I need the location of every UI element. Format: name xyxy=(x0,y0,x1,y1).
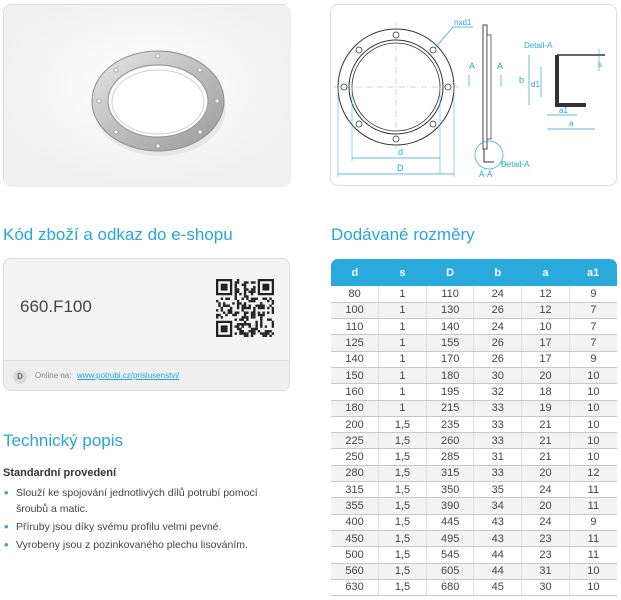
feature-list xyxy=(3,485,290,555)
table-cell: 33 xyxy=(474,433,522,449)
table-row xyxy=(331,433,617,449)
table-cell: 7 xyxy=(569,319,617,335)
table-cell: 33 xyxy=(474,400,522,416)
table-cell: 30 xyxy=(522,579,570,595)
table-cell: 545 xyxy=(426,547,474,563)
label-d1: d1 xyxy=(531,80,540,89)
table-cell: 155 xyxy=(426,335,474,351)
label-A-right: A xyxy=(497,61,504,71)
table-row xyxy=(331,367,617,383)
column-header-a: a xyxy=(522,259,570,286)
table-cell: 1 xyxy=(379,302,427,318)
table-row xyxy=(331,286,617,302)
table-cell: 1 xyxy=(379,351,427,367)
table-row xyxy=(331,302,617,318)
table-cell: 680 xyxy=(426,579,474,595)
table-cell: 9 xyxy=(569,286,617,302)
table-cell: 24 xyxy=(522,482,570,498)
table-cell: 33 xyxy=(474,465,522,481)
dimensions-table xyxy=(331,259,617,596)
table-cell: 44 xyxy=(474,563,522,579)
flange-photo xyxy=(4,5,291,187)
label-a1: a1 xyxy=(559,106,568,115)
table-cell: 17 xyxy=(522,335,570,351)
table-cell: 140 xyxy=(426,319,474,335)
table-cell: 180 xyxy=(426,367,474,383)
table-cell: 1 xyxy=(379,367,427,383)
table-cell: 19 xyxy=(522,400,570,416)
table-cell: 10 xyxy=(569,400,617,416)
table-cell: 34 xyxy=(474,498,522,514)
product-code-card xyxy=(3,258,290,391)
table-cell: 10 xyxy=(569,367,617,383)
standard-version-heading: Standardní provedení xyxy=(3,467,117,479)
table-cell: 26 xyxy=(474,335,522,351)
table-cell: 225 xyxy=(331,433,379,449)
table-cell: 9 xyxy=(569,514,617,530)
table-cell: 26 xyxy=(474,351,522,367)
table-cell: 23 xyxy=(522,547,570,563)
table-cell: 285 xyxy=(426,449,474,465)
table-cell: 1,5 xyxy=(379,433,427,449)
label-A-A: A-A xyxy=(479,170,493,179)
qr-code-icon[interactable] xyxy=(216,279,274,337)
eshop-link[interactable]: www.potrubi.cz/prislusenstvi/ xyxy=(77,371,180,380)
table-cell: 315 xyxy=(331,482,379,498)
table-cell: 44 xyxy=(474,547,522,563)
table-row xyxy=(331,514,617,530)
table-cell: 1,5 xyxy=(379,465,427,481)
technical-drawing-card xyxy=(330,4,617,186)
list-item: • Vyrobeny jsou z pozinkovaného plechu lisováním. xyxy=(3,537,290,553)
table-cell: 9 xyxy=(569,351,617,367)
table-cell: 12 xyxy=(569,465,617,481)
table-cell: 1 xyxy=(379,400,427,416)
label-D: D xyxy=(397,163,404,173)
table-cell: 195 xyxy=(426,384,474,400)
table-cell: 24 xyxy=(474,319,522,335)
table-body xyxy=(331,286,617,596)
table-row xyxy=(331,319,617,335)
table-cell: 350 xyxy=(426,482,474,498)
label-d: d xyxy=(398,147,404,157)
table-cell: 1,5 xyxy=(379,579,427,595)
table-cell: 11 xyxy=(569,482,617,498)
table-cell: 150 xyxy=(331,367,379,383)
potrubi-logo-icon: D xyxy=(13,370,27,384)
table-cell: 10 xyxy=(569,384,617,400)
table-cell: 45 xyxy=(474,579,522,595)
table-cell: 1,5 xyxy=(379,482,427,498)
label-detail-bottom: Detail-A xyxy=(501,160,530,169)
table-cell: 11 xyxy=(569,547,617,563)
product-photo-card xyxy=(3,4,290,186)
table-cell: 32 xyxy=(474,384,522,400)
table-cell: 125 xyxy=(331,335,379,351)
table-cell: 235 xyxy=(426,416,474,432)
table-row xyxy=(331,351,617,367)
table-cell: 1,5 xyxy=(379,449,427,465)
table-cell: 1,5 xyxy=(379,416,427,432)
table-row xyxy=(331,416,617,432)
table-cell: 31 xyxy=(522,563,570,579)
table-cell: 1,5 xyxy=(379,547,427,563)
product-code: 660.F100 xyxy=(20,297,92,316)
table-cell: 170 xyxy=(426,351,474,367)
table-row xyxy=(331,384,617,400)
table-cell: 24 xyxy=(522,514,570,530)
table-row xyxy=(331,400,617,416)
table-cell: 315 xyxy=(426,465,474,481)
table-cell: 260 xyxy=(426,433,474,449)
label-detail-top: Detail-A xyxy=(524,41,553,50)
table-cell: 31 xyxy=(474,449,522,465)
table-cell: 24 xyxy=(474,286,522,302)
table-row xyxy=(331,579,617,595)
table-cell: 10 xyxy=(569,449,617,465)
table-cell: 10 xyxy=(522,319,570,335)
table-cell: 20 xyxy=(522,465,570,481)
table-cell: 1,5 xyxy=(379,563,427,579)
table-row xyxy=(331,530,617,546)
online-link-row xyxy=(4,360,289,390)
table-header-row xyxy=(331,259,617,286)
label-nxd1: nxd1 xyxy=(454,18,472,27)
table-cell: 10 xyxy=(569,579,617,595)
table-cell: 1 xyxy=(379,335,427,351)
table-cell: 215 xyxy=(426,400,474,416)
dimensions-section-title: Dodávané rozměry xyxy=(331,225,475,244)
table-cell: 605 xyxy=(426,563,474,579)
table-cell: 10 xyxy=(569,416,617,432)
table-cell: 445 xyxy=(426,514,474,530)
table-cell: 10 xyxy=(569,433,617,449)
table-cell: 160 xyxy=(331,384,379,400)
table-cell: 180 xyxy=(331,400,379,416)
table-cell: 21 xyxy=(522,416,570,432)
table-cell: 110 xyxy=(331,319,379,335)
table-cell: 12 xyxy=(522,286,570,302)
table-cell: 11 xyxy=(569,498,617,514)
table-cell: 30 xyxy=(474,367,522,383)
table-cell: 1,5 xyxy=(379,514,427,530)
label-A-left: A xyxy=(469,61,476,71)
table-cell: 140 xyxy=(331,351,379,367)
table-cell: 43 xyxy=(474,530,522,546)
table-cell: 630 xyxy=(331,579,379,595)
table-cell: 110 xyxy=(426,286,474,302)
label-b: b xyxy=(519,75,525,85)
table-cell: 7 xyxy=(569,335,617,351)
table-cell: 1,5 xyxy=(379,530,427,546)
table-cell: 1,5 xyxy=(379,498,427,514)
table-cell: 43 xyxy=(474,514,522,530)
table-row xyxy=(331,563,617,579)
column-header-d: d xyxy=(331,259,379,286)
table-cell: 390 xyxy=(426,498,474,514)
table-cell: 250 xyxy=(331,449,379,465)
table-cell: 10 xyxy=(569,563,617,579)
table-cell: 80 xyxy=(331,286,379,302)
table-cell: 1 xyxy=(379,384,427,400)
table-cell: 20 xyxy=(522,498,570,514)
column-header-s: s xyxy=(379,259,427,286)
table-cell: 400 xyxy=(331,514,379,530)
table-cell: 560 xyxy=(331,563,379,579)
table-cell: 18 xyxy=(522,384,570,400)
table-cell: 11 xyxy=(569,530,617,546)
table-cell: 500 xyxy=(331,547,379,563)
table-row xyxy=(331,498,617,514)
label-a: a xyxy=(569,119,574,128)
table-cell: 20 xyxy=(522,367,570,383)
table-cell: 26 xyxy=(474,302,522,318)
table-cell: 33 xyxy=(474,416,522,432)
list-item: • Slouží ke spojování jednotlivých dílů potrubí pomocí šroubů a matic. xyxy=(3,485,290,517)
table-row xyxy=(331,465,617,481)
table-cell: 23 xyxy=(522,530,570,546)
table-cell: 21 xyxy=(522,433,570,449)
column-header-a1: a1 xyxy=(569,259,617,286)
table-cell: 7 xyxy=(569,302,617,318)
column-header-b: b xyxy=(474,259,522,286)
table-cell: 1 xyxy=(379,286,427,302)
online-label: Online na: xyxy=(35,371,72,380)
table-cell: 355 xyxy=(331,498,379,514)
label-s: s xyxy=(598,60,602,69)
technical-drawing xyxy=(331,5,618,187)
table-cell: 12 xyxy=(522,302,570,318)
product-code-section-title: Kód zboží a odkaz do e-shopu xyxy=(3,225,233,244)
list-item: • Příruby jsou díky svému profilu velmi pevné. xyxy=(3,519,290,535)
table-cell: 200 xyxy=(331,416,379,432)
table-cell: 21 xyxy=(522,449,570,465)
table-row xyxy=(331,335,617,351)
table-cell: 1 xyxy=(379,319,427,335)
table-row xyxy=(331,449,617,465)
table-cell: 100 xyxy=(331,302,379,318)
table-cell: 495 xyxy=(426,530,474,546)
table-cell: 35 xyxy=(474,482,522,498)
technical-description-title: Technický popis xyxy=(3,431,124,450)
table-row xyxy=(331,547,617,563)
table-cell: 450 xyxy=(331,530,379,546)
column-header-D: D xyxy=(426,259,474,286)
table-row xyxy=(331,482,617,498)
table-cell: 17 xyxy=(522,351,570,367)
table-cell: 280 xyxy=(331,465,379,481)
table-cell: 130 xyxy=(426,302,474,318)
